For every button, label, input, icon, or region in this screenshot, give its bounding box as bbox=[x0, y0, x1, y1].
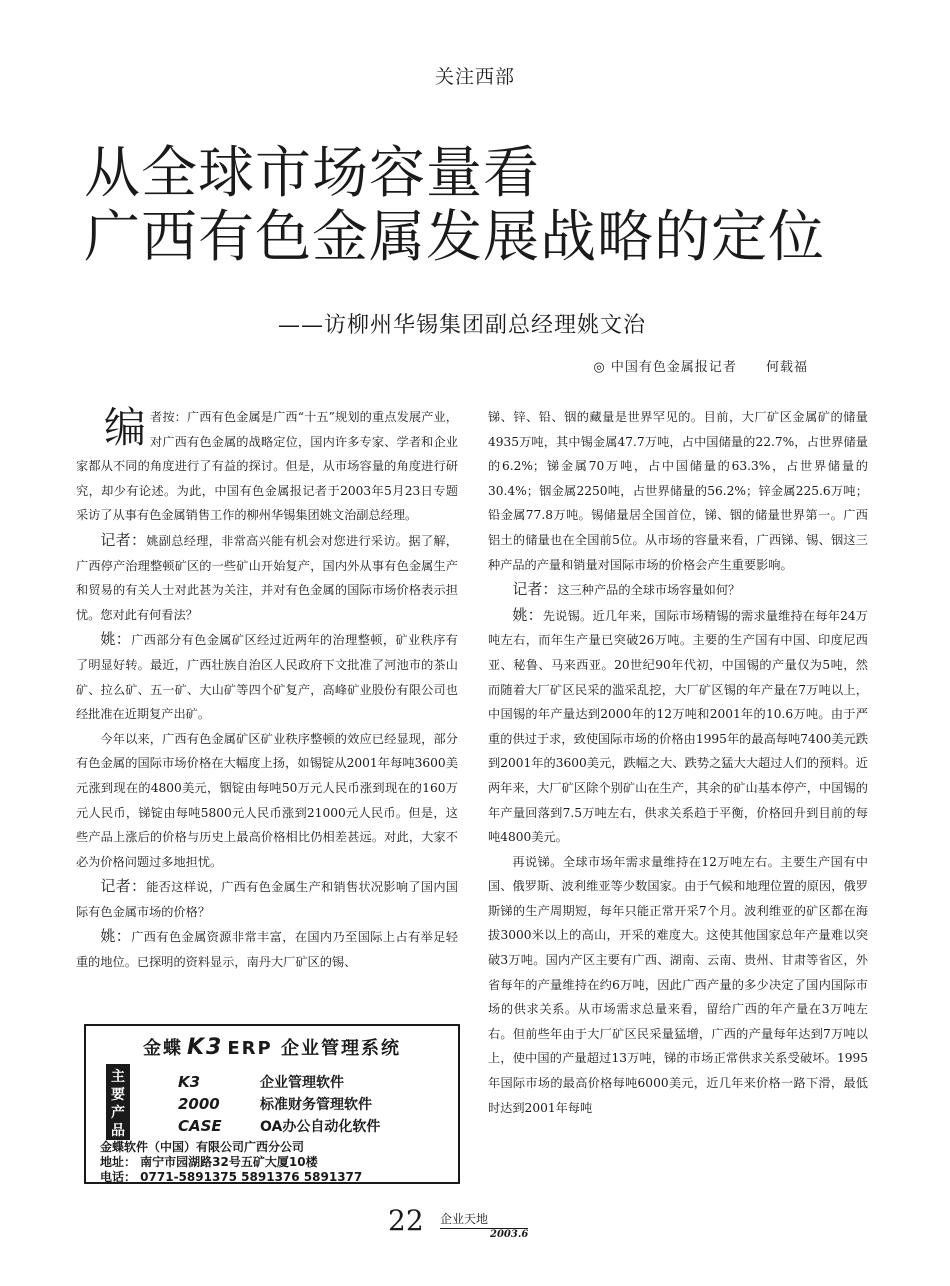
paragraph bbox=[488, 603, 868, 850]
ad-product-label: 标准财务管理软件 bbox=[260, 1097, 372, 1113]
speaker-label: 记者： bbox=[100, 877, 147, 896]
byline-org: 中国有色金属报记者 bbox=[610, 360, 737, 375]
article-title bbox=[84, 142, 825, 270]
ad-product-row bbox=[178, 1094, 372, 1114]
paragraph-text: 者按：广西有色金属是广西“十五”规划的重点发展产业，对广西有色金属的战略定位，国内许多专家、学者和企业家都从不同的角度进行了有益的探讨。但是，从市场容量的角度进行研究，却少有论述。为此，中国有色金属报记者于2003年5月23日专题采访了从事有色金属销售工作的柳州华锡集团姚文治副总经理。 bbox=[76, 410, 458, 523]
paragraph-text: 姚副总经理，非常高兴能有机会对您进行采访。据了解，广西停产治理整顿矿区的一些矿山开始复产，国内外从事有色金属生产和贸易的有关人士对此甚为关注，并对有色金属的国际市场价格表示担忧。您对此有何看法？ bbox=[76, 533, 458, 622]
ad-address: 地址： 南宁市园湖路32号五矿大厦10楼 bbox=[100, 1155, 318, 1169]
ad-headline-text: ERP 企业管理系统 bbox=[227, 1038, 401, 1059]
k3-logo-icon: K3 bbox=[187, 1035, 224, 1060]
paragraph bbox=[76, 874, 458, 924]
ad-headline bbox=[86, 1034, 458, 1060]
paragraph: 今年以来，广西有色金属矿区矿业秩序整顿的效应已经显现，部分有色金属的国际市场价格在大幅度上扬，如锡锭从2001年每吨3600美元涨到现在的4800美元，铟锭由每吨50万元人民币涨到现在的160万元人民币，锑锭由每吨5800元人民币涨到21000元人民币。但是，这些产品上涨后的价格与历史上最高价格相比仍相差甚远。对此，大家不必为价格问题过多地担忧。 bbox=[76, 731, 458, 869]
kd2000-logo-icon: 2000 bbox=[178, 1095, 220, 1113]
speaker-label: 记者： bbox=[100, 530, 147, 549]
dropcap: 编 bbox=[104, 403, 147, 452]
paragraph: 再说锑。全球市场年需求量维持在12万吨左右。主要生产国有中国、俄罗斯、波利维亚等少数国家。由于气候和地理位置的原因，俄罗斯锑的生产周期短，每年只能正常开采7个月。波利维亚的矿区都在海拔3000米以上的高山，开采的难度大。这使其他国家总年产量难以突破3万吨。国内产区主要有广西、湖南、云南、贵州、甘肃等省区，外省每年的产量维持在约6万吨，因此广西产量的多少决定了国内国际市场的供求关系。从市场需求总量来看，留给广西的年产量在3万吨左右。但前些年由于大厂矿区民采量猛增，广西的产量每年达到7万吨以上，使中国的产量超过13万吨，锑的市场正常供求关系受破坏。1995年国际市场的最高价格每吨6000美元，近几年来价格一路下滑，最低时达到2001年每吨 bbox=[488, 854, 868, 1115]
title-line-1: 从全球市场容量看 bbox=[84, 141, 540, 206]
title-line-2: 广西有色金属发展战略的定位 bbox=[84, 205, 825, 270]
paragraph-text: 广西部分有色金属矿区经过近两年的治理整顿，矿业秩序有了明显好转。最近，广西壮族自治区人民政府下文批准了河池市的茶山矿、拉么矿、五一矿、大山矿等四个矿复产，高峰矿业股份有限公司也经批准在近期复产出矿。 bbox=[76, 633, 458, 722]
ad-product-label: 企业管理软件 bbox=[260, 1075, 344, 1091]
speaker-label: 记者： bbox=[512, 580, 558, 599]
ad-product-label: OA办公自动化软件 bbox=[260, 1119, 381, 1135]
right-column bbox=[488, 405, 868, 1120]
k3-logo-icon: K3 bbox=[178, 1073, 201, 1091]
article-subtitle: ——访柳州华锡集团副总经理姚文治 bbox=[278, 313, 647, 338]
byline bbox=[593, 356, 808, 375]
paragraph-text: 能否这样说，广西有色金属生产和销售状况影响了国内国际有色金属市场的价格？ bbox=[76, 880, 458, 919]
paragraph bbox=[76, 528, 458, 627]
paragraph: 锑、锌、铅、铟的藏量是世界罕见的。目前，大厂矿区金属矿的储量4935万吨，其中锡金属47.7万吨，占中国储量的22.7%，占世界储量的6.2%；锑金属70万吨，占中国储量的63.3%，占世界储量的30.4%；铟金属2250吨，占世界储量的56.2%；锌金属225.6万吨；铅金属77.8万吨。锡储量居全国首位，锑、铟的储量世界第一。广西铝土的储量也在全国前5位。从市场的容量来看，广西锑、锡、铟这三种产品的产量和销量对国际市场的价格会产生重要影响。 bbox=[488, 410, 868, 572]
ad-brand: 金蝶 bbox=[143, 1038, 183, 1059]
paragraph bbox=[76, 924, 458, 974]
section-label: 关注西部 bbox=[434, 66, 515, 88]
editor-note bbox=[76, 405, 458, 528]
paragraph-text: 广西有色金属资源非常丰富，在国内乃至国际上占有举足轻重的地位。已探明的资料显示，南丹大厂矿区的锡、 bbox=[76, 930, 458, 970]
advertisement bbox=[84, 1024, 460, 1184]
speaker-label: 姚： bbox=[512, 605, 543, 624]
magazine-name: 企业天地 bbox=[440, 1210, 528, 1229]
paragraph bbox=[488, 577, 868, 603]
paragraph-text: 这三种产品的全球市场容量如何？ bbox=[557, 583, 741, 598]
byline-symbol: ◎ bbox=[593, 360, 606, 375]
speaker-label: 姚： bbox=[100, 630, 132, 649]
left-column bbox=[76, 405, 458, 975]
paragraph bbox=[76, 627, 458, 726]
issue-date: 2003.6 bbox=[490, 1229, 529, 1240]
speaker-label: 姚： bbox=[100, 927, 132, 946]
ad-product-row bbox=[178, 1072, 344, 1092]
page-number: 22 bbox=[388, 1204, 424, 1237]
paragraph-text: 先说锡。近几年来，国际市场精锡的需求量维持在每年24万吨左右，而年生产量已突破26万吨。主要的生产国有中国、印度尼西亚、秘鲁、马来西亚。20世纪90年代初，中国锡的产量仅为5吨，然而随着大厂矿区民采的滥采乱挖，大厂矿区锡的年产量在7万吨以上，中国锡的年产量达到2000年的12万吨和2001年的10.6万吨。由于严重的供过于求，致使国际市场的价格由1995年的最高每吨7400美元跌到2001年的3600美元，跌幅之大、跌势之猛大大超过人们的预料。近两年来，大厂矿区除个别矿山在生产，其余的矿山基本停产，中国锡的年产量回落到7.5万吨左右，供求关系趋于平衡，价格回升到目前的每吨4800美元。 bbox=[488, 608, 868, 845]
ad-side-label: 主要产品 bbox=[106, 1064, 130, 1140]
byline-author: 何载福 bbox=[765, 360, 808, 375]
ad-product-row bbox=[178, 1116, 380, 1136]
ad-phone: 电话： 0771-5891375 5891376 5891377 bbox=[100, 1170, 363, 1184]
ad-company: 金蝶软件（中国）有限公司广西分公司 bbox=[100, 1140, 305, 1154]
case-logo-icon: CASE bbox=[178, 1117, 222, 1135]
